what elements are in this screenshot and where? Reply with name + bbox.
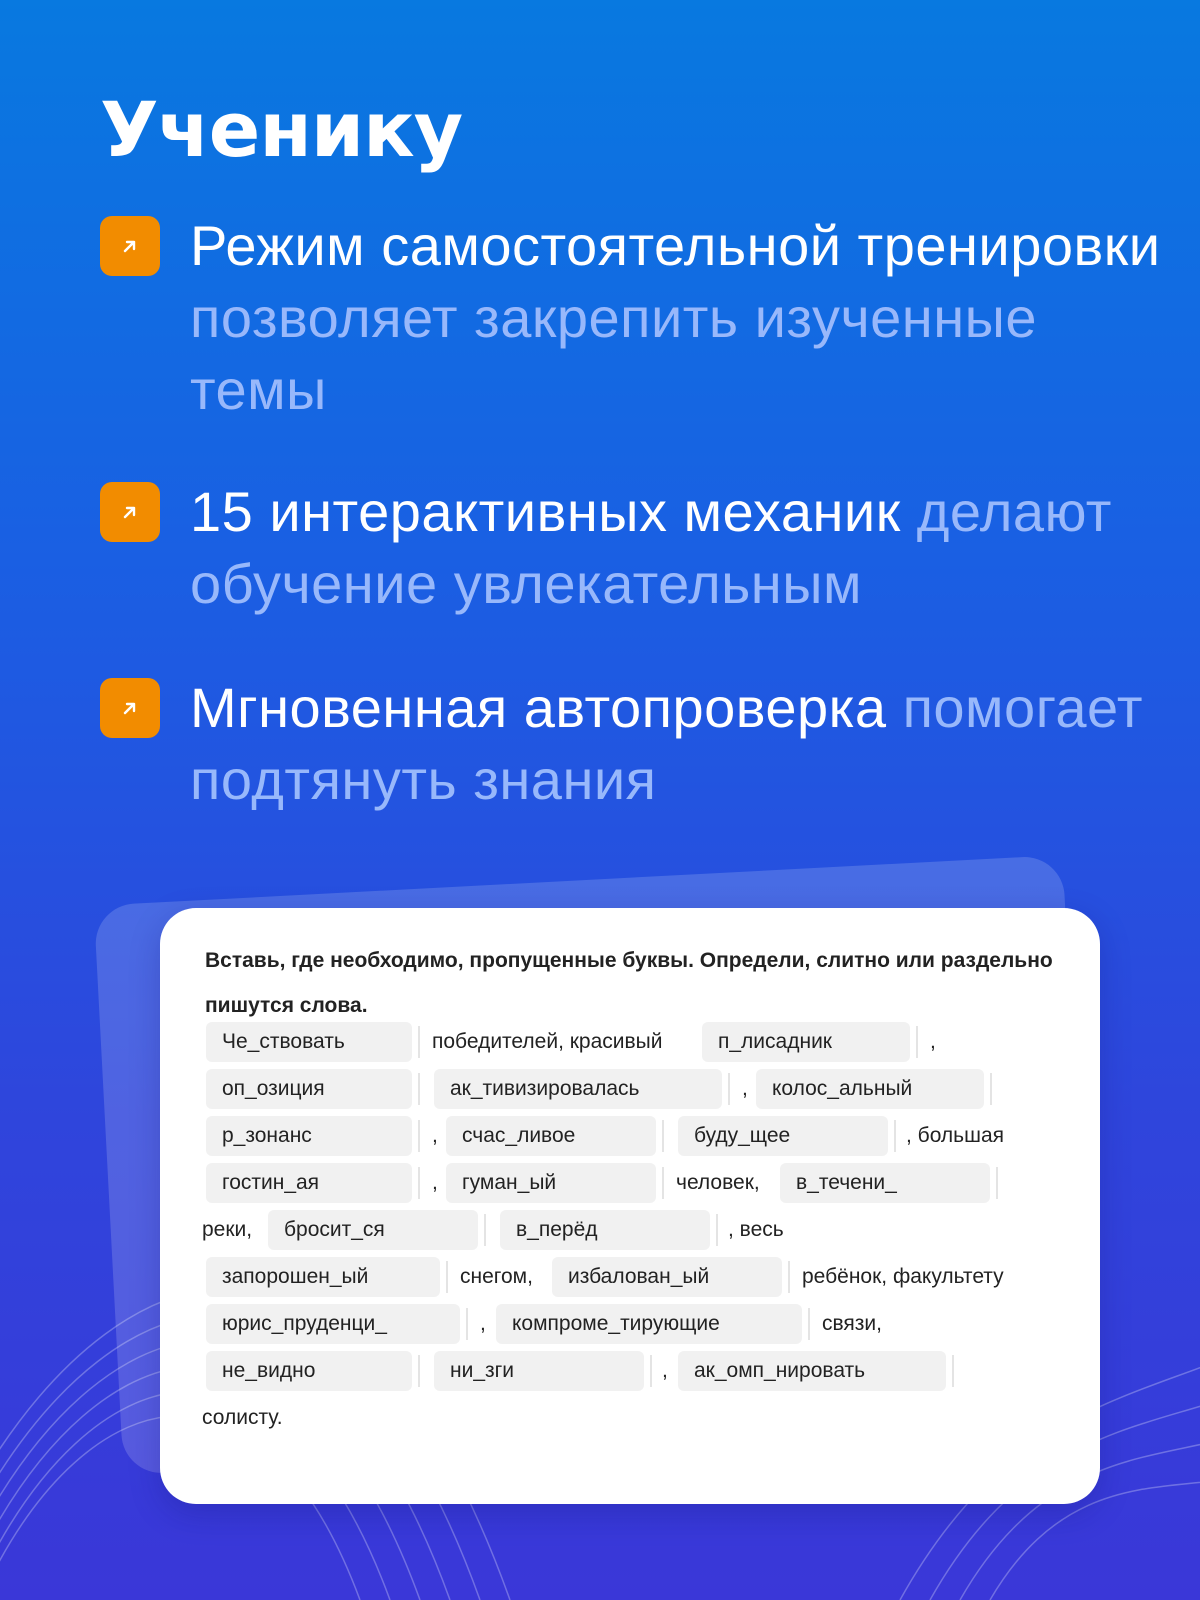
feature-highlight: Мгновенная автопроверка — [190, 676, 887, 739]
answer-field[interactable]: ни_зги — [434, 1351, 644, 1391]
answer-field[interactable]: колос_альный — [756, 1069, 984, 1109]
answer-field[interactable]: юрис_пруденци_ — [206, 1304, 460, 1344]
answer-field[interactable]: в_перёд — [500, 1210, 710, 1250]
answer-field[interactable]: счас_ливое — [446, 1116, 656, 1156]
answer-field[interactable]: компроме_тирующие — [496, 1304, 802, 1344]
exercise-text: ребёнок, факультету — [802, 1265, 1004, 1288]
feature-highlight: 15 интерактивных механик — [190, 480, 901, 543]
feature-text — [190, 476, 1170, 620]
exercise-body — [160, 908, 1100, 1504]
exercise-text: , большая — [906, 1124, 1005, 1147]
feature-text — [190, 210, 1170, 426]
exercise-instruction: Вставь, где необходимо, пропущенные буквы. Определи, слитно или раздельно пишутся слова. — [205, 949, 1053, 1017]
answer-field[interactable]: ак_тивизировалась — [434, 1069, 722, 1109]
answer-field[interactable]: в_течени_ — [780, 1163, 990, 1203]
exercise-text: человек, — [676, 1171, 760, 1194]
exercise-text: , — [432, 1171, 438, 1194]
exercise-text: связи, — [822, 1312, 882, 1335]
arrow-up-right-icon — [118, 696, 142, 720]
answer-field[interactable]: ак_омп_нировать — [678, 1351, 946, 1391]
answer-field[interactable]: гостин_ая — [206, 1163, 412, 1203]
exercise-text: , — [662, 1359, 668, 1382]
answer-field[interactable]: запорошен_ый — [206, 1257, 440, 1297]
feature-badge — [100, 482, 160, 542]
exercise-card — [160, 908, 1100, 1504]
feature-highlight: Режим самостоятельной тренировки — [190, 214, 1161, 277]
page-title: Ученику — [100, 85, 463, 174]
feature-rest: помогает подтянуть знания — [190, 676, 1143, 811]
arrow-up-right-icon — [118, 500, 142, 524]
answer-field[interactable]: п_лисадник — [702, 1022, 910, 1062]
answer-field[interactable]: не_видно — [206, 1351, 412, 1391]
answer-field[interactable]: буду_щее — [678, 1116, 888, 1156]
exercise-text: , весь — [728, 1218, 784, 1241]
arrow-up-right-icon — [118, 234, 142, 258]
exercise-text: , — [480, 1312, 486, 1335]
exercise-text: , — [432, 1124, 438, 1147]
exercise-text: снегом, — [460, 1265, 533, 1288]
answer-field[interactable]: оп_озиция — [206, 1069, 412, 1109]
answer-field[interactable]: бросит_ся — [268, 1210, 478, 1250]
feature-badge — [100, 678, 160, 738]
exercise-text: , — [742, 1077, 748, 1100]
exercise-text: солисту. — [202, 1406, 283, 1429]
exercise-text: победителей, красивый — [432, 1030, 663, 1053]
feature-text — [190, 672, 1170, 816]
exercise-text: реки, — [202, 1218, 253, 1241]
feature-rest: делают обучение увлекательным — [190, 480, 1112, 615]
answer-field[interactable]: Че_ствовать — [206, 1022, 412, 1062]
answer-field[interactable]: р_зонанс — [206, 1116, 412, 1156]
answer-field[interactable]: гуман_ый — [446, 1163, 656, 1203]
feature-rest: позволяет закрепить изученные темы — [190, 286, 1038, 421]
exercise-text: , — [930, 1030, 936, 1053]
answer-field[interactable]: избалован_ый — [552, 1257, 782, 1297]
feature-badge — [100, 216, 160, 276]
